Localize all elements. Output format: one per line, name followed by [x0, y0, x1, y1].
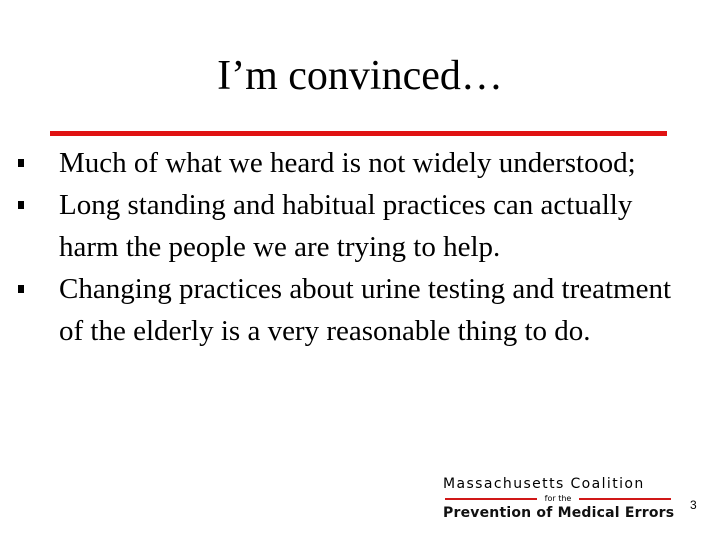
logo-line-prevention: Prevention of Medical Errors — [443, 505, 675, 521]
title-divider — [50, 131, 667, 136]
logo-line-coalition: Massachusetts Coalition — [443, 476, 645, 492]
bullet-item — [59, 142, 689, 184]
bullet-text: Much of what we heard is not widely understood; — [59, 147, 636, 179]
page-number: 3 — [690, 498, 697, 512]
logo-rule-left — [445, 498, 537, 500]
bullet-item — [59, 184, 689, 268]
coalition-logo — [443, 476, 673, 524]
logo-connector — [443, 494, 673, 504]
bullet-item — [59, 268, 689, 352]
logo-rule-right — [579, 498, 671, 500]
square-bullet-icon — [18, 285, 24, 293]
logo-connector-text: for the — [544, 494, 572, 503]
square-bullet-icon — [18, 201, 24, 209]
bullet-text: Changing practices about urine testing and treatment of the elderly is a very reasonable thing to do. — [59, 273, 672, 347]
slide-title: I’m convinced… — [217, 53, 503, 99]
bullet-list — [59, 142, 689, 352]
bullet-text: Long standing and habitual practices can actually harm the people we are trying to help. — [59, 189, 633, 263]
square-bullet-icon — [18, 159, 24, 167]
